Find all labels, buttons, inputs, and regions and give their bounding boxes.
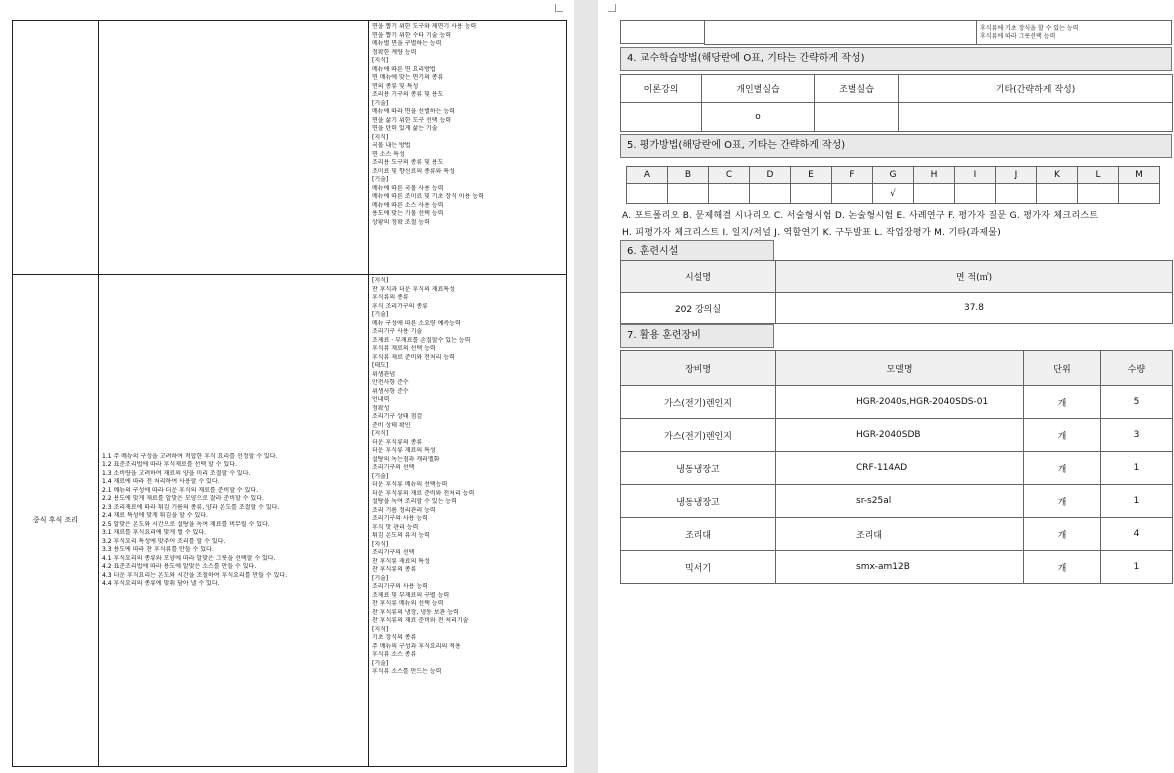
continuation-table [704,20,1172,45]
list-line: 3.2 후식요리 특성에 맞추어 조리를 할 수 있다. [102,537,226,545]
list-line: [기술] [372,659,389,667]
list-line: 주 메뉴의 구성과 후식요리의 적용 [372,642,461,650]
list-line: 더운 후식류 재료의 특성 [372,447,436,454]
knowledge-skill-list [369,21,567,275]
list-line: 3.3 용도에 따라 찬 후식류를 만들 수 있다. [102,546,214,553]
equipment-model: HGR-2040s,HGR-2040SDS-01 [776,386,1024,419]
list-line: 더운 후식류의 종류 [372,438,423,446]
list-line: [기술] [372,176,389,183]
list-line: 1.4 재료에 따라 전 처리하여 사용할 수 있다. [102,478,220,485]
equipment-unit: 개 [1024,518,1101,551]
value-cell [621,103,702,132]
eval-header-cell: H [914,167,955,184]
list-line: 4.1 후식요리의 종류와 모양에 따라 알맞은 그릇을 선택할 수 있다. [102,554,276,562]
list-line: 상황의 정확 조절 능력 [372,218,430,226]
header-cell: 장비명 [621,351,776,386]
list-line: 찬 후식류의 재료 준비와 전 처리기술 [372,617,469,624]
list-line: 메뉴에 따른 소스 사용 능력 [372,201,444,209]
list-line: 튀김 온도의 유지 능력 [372,532,430,539]
eval-value-cell [955,184,996,204]
list-line: 면을 뽑기 위한 도구와 제면기 사용 능력 [372,23,477,30]
empty-cell [705,21,977,45]
list-line: 조리기구 상태 점검 [372,413,423,420]
eval-header-cell: K [1037,167,1078,184]
list-line: 설탕의 녹는점과 캐러멜화 [372,455,440,463]
list-line: 2.3 조리재료에 따라 튀김 기름의 종류, 양과 온도를 조절할 수 있다. [102,503,280,511]
list-line: 후식류 재료의 선택 능력 [372,345,436,352]
list-line: 후식 맛 관리 능력 [372,523,419,531]
list-line: 더운 후식류의 재료 준비와 전처리 능력 [372,489,475,497]
list-line: 메뉴에 따른 국물 사용 능력 [372,184,444,192]
equipment-unit: 개 [1024,452,1101,485]
list-line: 찬 후식류 메뉴의 선택 능력 [372,600,444,607]
eval-value-cell [1037,184,1078,204]
list-line: 면을 탄력 있게 삶는 기술 [372,125,438,132]
list-line: 조리 기름 정리관리 능력 [372,506,436,514]
list-line: 3.1 재료를 후식요리에 맞게 썰 수 있다. [102,529,207,536]
list-line: [지식] [372,57,389,64]
header-cell: 단위 [1024,351,1101,386]
eval-header-cell: I [955,167,996,184]
empty-cell [99,21,369,275]
list-line: 조리기구의 선택 [372,549,415,556]
list-line: 2.1 메뉴의 구성에 따라 더운 후식의 재료를 준비할 수 있다. [102,486,259,494]
list-line: 찬 후식류의 종류 [372,566,417,573]
continuation-line: 후식류에 따라 그릇선택 능력 [980,32,1056,40]
equipment-unit: 개 [1024,551,1101,584]
table-row [627,184,1160,204]
continuation-cell [977,21,1172,45]
eval-header-cell: M [1119,167,1160,184]
table-row [621,485,1173,518]
list-line: [기술] [372,472,389,480]
table-row [621,351,1173,386]
equipment-model: smx-am12B [776,551,1024,584]
list-line: 안전사항 준수 [372,379,409,386]
facility-name: 202 강의실 [621,293,776,324]
header-cell: 개인별실습 [702,75,815,103]
list-line: 면을 삶기 위한 도구 선택 능력 [372,116,452,124]
header-cell: 이론강의 [621,75,702,103]
list-line: 조리기구의 선택 [372,464,415,471]
list-line: 1.1 주 메뉴의 구성을 고려하여 적합한 후식 요리를 선정할 수 있다. [102,452,278,460]
list-line: 2.5 알맞은 온도와 시간으로 설탕을 녹여 재료를 버무릴 수 있다. [102,520,270,528]
list-line: 찬 후식과 더운 후식의 재료특성 [372,285,455,293]
table-row [621,518,1173,551]
eval-value-cell [1078,184,1119,204]
page-corner-mark [555,4,563,12]
eval-value-cell [750,184,791,204]
list-line: [지식] [372,625,389,633]
page-corner-mark [608,4,616,12]
eval-value-cell [791,184,832,204]
list-line: 1.2 표준조리법에 따라 후식재료를 선택 할 수 있다. [102,461,237,468]
section-facilities-title: 6. 훈련시설 [620,240,774,264]
eval-header-cell: A [627,167,668,184]
table-row [621,261,1173,293]
eval-header-cell: E [791,167,832,184]
header-cell: 기타(간략하게 작성) [899,75,1173,103]
equipment-model: sr-s25al [776,485,1024,518]
table-row [621,293,1173,324]
list-line: 위생사항 준수 [372,387,409,395]
list-line: 조제료 및 부재료의 구별 능력 [372,591,450,599]
list-line: 조제료 · 부재료를 손질할수 있는 능력 [372,336,471,344]
eval-value-cell [914,184,955,204]
table-row [621,386,1173,419]
equipment-unit: 개 [1024,386,1101,419]
list-line: 찬 후식류의 냉장, 냉동 보관 능력 [372,608,459,616]
list-line: 메뉴 구성에 따른 소요량 예측능력 [372,319,461,327]
list-line: 더운 후식류 메뉴의 선택능력 [372,481,448,488]
list-line: [지식] [372,540,389,548]
header-cell: 조별실습 [815,75,899,103]
list-line: 조리기구의 사용 능력 [372,583,428,590]
list-line: 후식 조리기구의 종류 [372,302,428,310]
list-line: 인내력 [372,396,390,403]
list-line: 면 메뉴에 맞는 면기의 종류 [372,74,444,81]
value-cell [899,103,1173,132]
list-line: 메뉴에 따른 조미료 및 기초 장식 이용 능력 [372,193,484,200]
equipment-unit: 개 [1024,419,1101,452]
eval-value-cell [668,184,709,204]
knowledge-skill-list [369,275,567,767]
value-cell [815,103,899,132]
list-line: 면의 종류 및 특성 [372,82,419,90]
list-line: [지식] [372,133,389,141]
equipment-quantity: 3 [1101,419,1173,452]
list-line: [기술] [372,99,389,107]
eval-header-cell: B [668,167,709,184]
list-line: 조리기구 사용 기술 [372,328,423,335]
facilities-table [620,260,1173,324]
list-line: 준비 상태 확인 [372,421,411,429]
evaluation-methods-table [626,166,1160,204]
table-row [621,551,1173,584]
eval-value-cell: √ [873,184,914,204]
eval-header-cell: J [996,167,1037,184]
list-line: 1.3 소비량을 고려하여 재료의 양을 미리 조절할 수 있다. [102,469,251,477]
eval-header-cell: L [1078,167,1119,184]
teaching-methods-table [620,74,1173,132]
list-line: 조리기구의 사용 능력 [372,515,428,522]
list-line: 메뉴별 면을 구별하는 능력 [372,40,442,47]
eval-value-cell [627,184,668,204]
list-line: 후식류 소스 종류 [372,651,417,658]
unit-title: 중식 후식 조리 [13,275,99,767]
list-line: [지식] [372,277,389,284]
list-line: 메뉴에 따라 면을 선별하는 능력 [372,108,455,115]
list-line: 찬 후식류 재료의 특성 [372,557,430,565]
header-cell: 모델명 [776,351,1024,386]
table-row [621,75,1173,103]
equipment-name: 믹서기 [621,551,776,584]
list-line: 조리용 도구의 종류 및 용도 [372,159,444,166]
equipment-name: 냉동냉장고 [621,485,776,518]
equipment-table [620,350,1173,584]
eval-value-cell [996,184,1037,204]
table-row [13,275,567,767]
legend-line: H. 피평가자 체크리스트 I. 일지/저널 J. 역할연기 K. 구두발표 L. 작업장평가 M. 기타(과제물) [622,228,1002,238]
list-line: [기술] [372,574,389,582]
list-line: 정확성 [372,404,390,412]
equipment-unit: 개 [1024,485,1101,518]
list-line: 후식류 소스를 만드는 능력 [372,668,442,675]
list-line: 조미료 및 향신료의 종류와 특성 [372,167,455,175]
header-cell: 시설명 [621,261,776,293]
continuation-line: 후식류에 기초 장식을 할 수 있는 능력 [980,24,1079,32]
evaluation-legend [622,210,1172,239]
list-line: [지식] [372,430,389,437]
empty-cell [620,20,704,44]
equipment-quantity: 4 [1101,518,1173,551]
equipment-model: HGR-2040SDB [776,419,1024,452]
empty-cell [13,21,99,275]
list-line: 2.2 용도에 맞게 재료를 알맞은 모양으로 잘라 준비할 수 있다. [102,495,264,502]
equipment-quantity: 1 [1101,551,1173,584]
table-row [621,419,1173,452]
list-line: [기술] [372,311,389,318]
list-line: 후식류의 종류 [372,294,409,301]
eval-header-cell: F [832,167,873,184]
table-row [621,452,1173,485]
header-cell: 수량 [1101,351,1173,386]
equipment-quantity: 1 [1101,452,1173,485]
table-row [621,103,1173,132]
section-evaluation-methods-title: 5. 평가방법(해당란에 O표, 기타는 간략하게 작성) [620,134,1172,158]
list-line: 후식류 재료 준비와 전처리 능력 [372,353,455,361]
list-line: 4.4 후식요리의 종류에 맞춰 담아 낼 수 있다. [102,580,220,587]
list-line: 국물 내는 방법 [372,142,411,149]
list-line: 4.3 더운 후식요리는 온도와 시간을 조절하여 후식요리를 만들 수 있다. [102,571,288,579]
equipment-quantity: 1 [1101,485,1173,518]
list-line: 면 소스 특성 [372,150,405,158]
list-line: 용도에 맞는 기물 선택 능력 [372,210,444,217]
eval-value-cell [709,184,750,204]
equipment-quantity: 5 [1101,386,1173,419]
facility-area: 37.8 [776,293,1173,324]
left-page [0,0,574,773]
header-cell: 면 적(㎡) [776,261,1173,293]
value-cell: o [702,103,815,132]
list-line: 기초 장식의 종류 [372,634,417,641]
list-line: 4.2 표준조리법에 따라 용도에 알맞은 소스를 만들 수 있다. [102,563,257,570]
curriculum-table [12,20,567,767]
equipment-model: CRF-114AD [776,452,1024,485]
list-line: 정확한 계량 능력 [372,48,417,56]
legend-line: A. 포트폴리오 B. 문제해결 시나리오 C. 서술형시험 D. 논술형시험 E. 사례연구 F. 평가자 질문 G. 평가자 체크리스트 [622,211,1099,221]
equipment-name: 가스(전기)렌인지 [621,386,776,419]
list-line: 조리용 기구의 종류 및 용도 [372,91,444,98]
eval-header-cell: D [750,167,791,184]
list-line: 메뉴에 따른 면 요리방법 [372,65,436,73]
eval-value-cell [1119,184,1160,204]
section-teaching-methods-title: 4. 교수학습방법(해당란에 O표, 기타는 간략하게 작성) [620,47,1172,71]
equipment-name: 조리대 [621,518,776,551]
list-line: [태도] [372,362,389,369]
eval-header-cell: C [709,167,750,184]
list-line: 설탕을 녹여 조리할 수 있는 능력 [372,498,457,505]
list-line: 2.4 재료 특성에 맞게 튀김을 할 수 있다. [102,512,208,519]
table-row [627,167,1160,184]
eval-value-cell [832,184,873,204]
section-equipment-title: 7. 활용 훈련장비 [620,324,774,348]
list-line: 면을 뽑기 위한 수타 기술 능력 [372,31,452,39]
performance-criteria-list [99,275,369,767]
equipment-model: 조리대 [776,518,1024,551]
equipment-name: 가스(전기)렌인지 [621,419,776,452]
equipment-name: 냉동냉장고 [621,452,776,485]
table-row [13,21,567,275]
eval-header-cell: G [873,167,914,184]
list-line: 위생관념 [372,370,396,378]
